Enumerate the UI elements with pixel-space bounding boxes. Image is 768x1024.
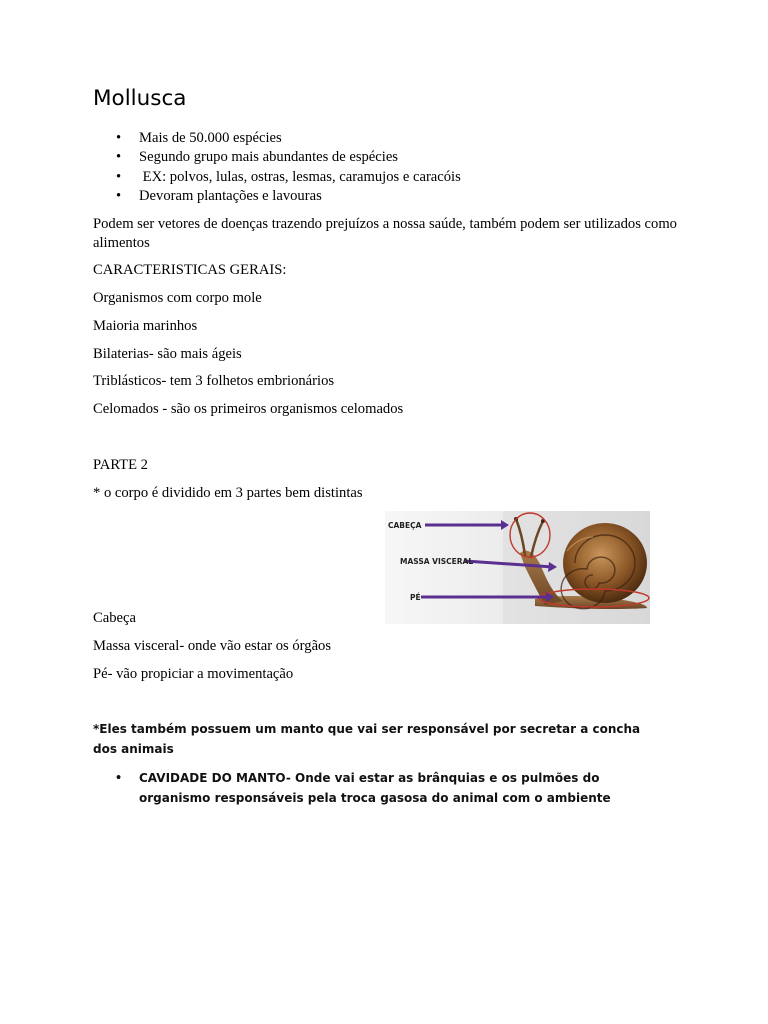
caracteristica-line: Organismos com corpo mole [93, 290, 262, 306]
parte-line: Pé- vão propiciar a movimentação [93, 666, 294, 682]
label-cabeca: CABEÇA [388, 521, 422, 530]
page-title: Mollusca [93, 86, 187, 111]
bullet-item: • Mais de 50.000 espécies [93, 129, 461, 148]
manto-bullet-item: • CAVIDADE DO MANTO- Onde vai estar as brânquias e os pulmões do organismo responsáveis pela troca gasosa do animal com o ambiente [93, 768, 653, 808]
bullet-item: • EX: polvos, lulas, ostras, lesmas, caramujos e caracóis [93, 168, 461, 187]
label-massa-visceral: MASSA VISCERAL [400, 557, 474, 566]
parte2-intro: * o corpo é dividido em 3 partes bem distintas [93, 485, 363, 501]
parte2-heading: PARTE 2 [93, 457, 148, 473]
manto-bullet-list [93, 768, 653, 808]
caracteristica-line: Bilaterias- são mais ágeis [93, 346, 242, 362]
label-pe: PÉ [410, 593, 421, 602]
caracteristica-line: Celomados - são os primeiros organismos celomados [93, 401, 404, 417]
caracteristica-line: Maioria marinhos [93, 318, 198, 334]
intro-paragraph: Podem ser vetores de doenças trazendo prejuízos a nossa saúde, também podem ser utilizados como alimentos [93, 216, 677, 251]
intro-bullet-list [93, 129, 461, 206]
snail-anatomy-figure [385, 511, 650, 624]
caracteristicas-heading: CARACTERISTICAS GERAIS: [93, 262, 287, 278]
bullet-item: • Devoram plantações e lavouras [93, 187, 461, 206]
bullet-item: • Segundo grupo mais abundantes de espécies [93, 148, 461, 167]
snail-illustration [385, 511, 650, 624]
caracteristica-line: Triblásticos- tem 3 folhetos embrionários [93, 373, 335, 389]
manto-paragraph: *Eles também possuem um manto que vai ser responsável por secretar a concha dos animais [93, 722, 641, 756]
parte-line: Massa visceral- onde vão estar os órgãos [93, 638, 332, 654]
parte-line: Cabeça [93, 610, 136, 626]
